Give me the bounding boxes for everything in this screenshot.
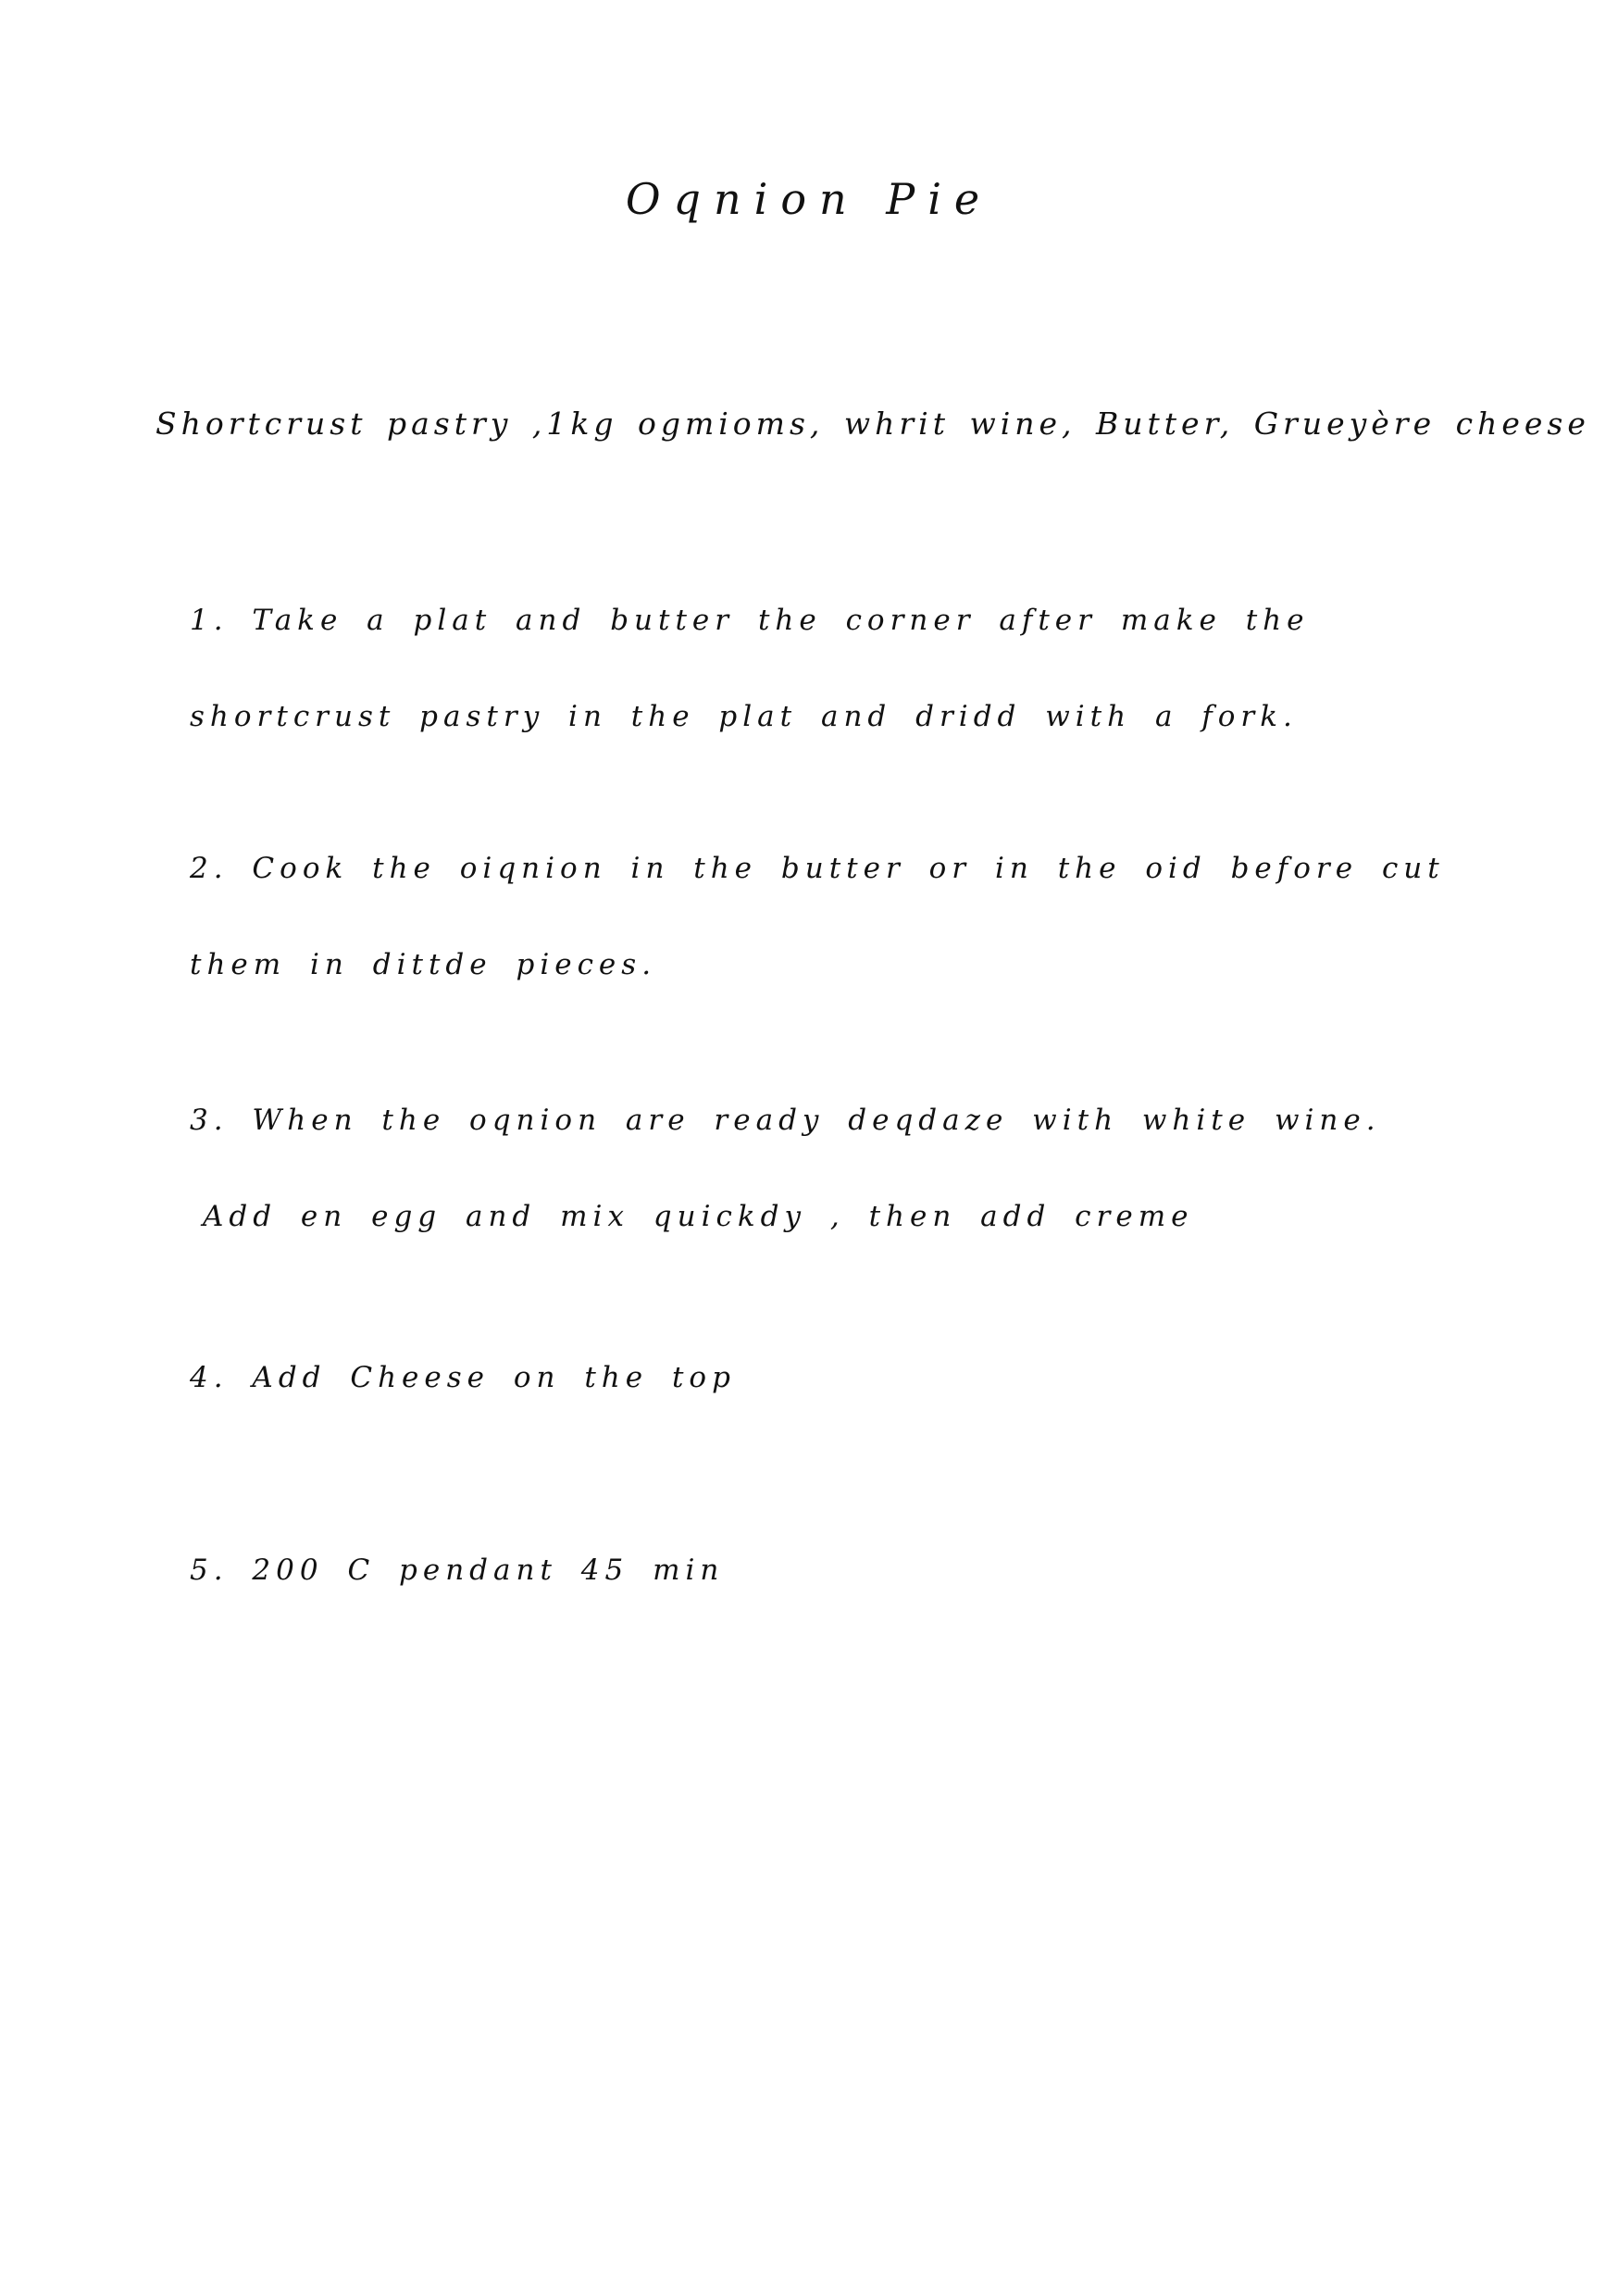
step-line: 5. 200 C pendant 45 min <box>190 1554 725 1587</box>
ingredients-list: Shortcrust pastry ,1kg ogmioms, whrit wine, Butter, Grueyère cheese <box>156 406 1590 442</box>
step-1 <box>190 593 1449 785</box>
step-line: 2. Cook the oiqnion in the butter or in the oid before cut <box>190 852 1445 885</box>
step-2 <box>190 841 1449 1033</box>
step-4 <box>190 1350 1449 1446</box>
step-5 <box>190 1542 1449 1639</box>
step-line: 1. Take a plat and butter the corner after make the <box>190 604 1310 637</box>
step-3 <box>190 1092 1449 1285</box>
recipe-title: Oqnion Pie <box>625 174 993 224</box>
step-line: shortcrust pastry in the plat and dridd with a fork. <box>190 700 1298 733</box>
step-line: 4. Add Cheese on the top <box>190 1361 736 1394</box>
step-line: Add en egg and mix quickdy , then add creme <box>203 1200 1194 1233</box>
step-line: 3. When the oqnion are ready deqdaze with white wine. <box>190 1104 1381 1137</box>
step-line: them in dittde pieces. <box>190 948 657 981</box>
